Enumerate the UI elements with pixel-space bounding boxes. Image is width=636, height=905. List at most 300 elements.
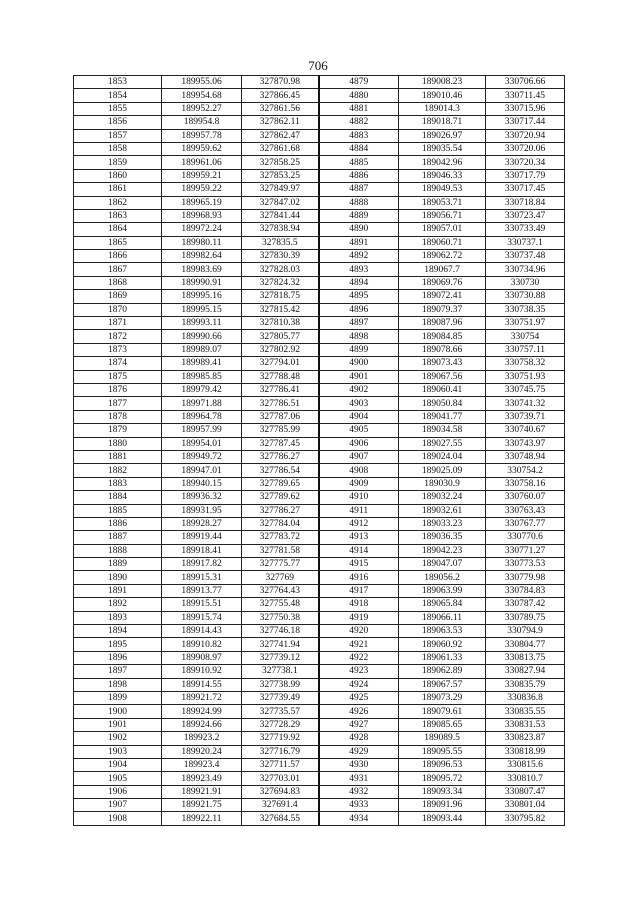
y-coord-right: 330813.75 — [486, 651, 565, 664]
point-number-right: 4921 — [319, 638, 399, 651]
y-coord-left: 327824.32 — [242, 276, 319, 289]
point-number-left: 1879 — [74, 424, 162, 437]
point-number-left: 1871 — [74, 317, 162, 330]
y-coord-left: 327858.25 — [242, 156, 319, 169]
point-number-right: 4911 — [319, 504, 399, 517]
point-number-left: 1878 — [74, 410, 162, 423]
y-coord-right: 330743.97 — [486, 437, 565, 450]
point-number-right: 4888 — [319, 196, 399, 209]
table-row — [74, 250, 565, 263]
x-coord-left: 189914.55 — [162, 678, 242, 691]
x-coord-right: 189053.71 — [399, 196, 486, 209]
point-number-right: 4929 — [319, 745, 399, 758]
x-coord-left: 189910.92 — [162, 665, 242, 678]
point-number-left: 1857 — [74, 129, 162, 142]
x-coord-left: 189972.24 — [162, 223, 242, 236]
table-row — [74, 129, 565, 142]
x-coord-right: 189049.53 — [399, 183, 486, 196]
y-coord-right: 330807.47 — [486, 785, 565, 798]
point-number-right: 4933 — [319, 799, 399, 812]
table-row — [74, 504, 565, 517]
point-number-right: 4909 — [319, 477, 399, 490]
point-number-right: 4904 — [319, 410, 399, 423]
y-coord-left: 327786.27 — [242, 504, 319, 517]
table-row — [74, 705, 565, 718]
y-coord-left: 327787.06 — [242, 410, 319, 423]
x-coord-left: 189990.66 — [162, 330, 242, 343]
x-coord-left: 189921.75 — [162, 799, 242, 812]
table-row — [74, 571, 565, 584]
point-number-left: 1892 — [74, 598, 162, 611]
x-coord-left: 189910.82 — [162, 638, 242, 651]
point-number-left: 1853 — [74, 76, 162, 89]
x-coord-left: 189913.77 — [162, 584, 242, 597]
x-coord-right: 189095.55 — [399, 745, 486, 758]
y-coord-left: 327835.5 — [242, 236, 319, 249]
x-coord-right: 189042.96 — [399, 156, 486, 169]
point-number-left: 1898 — [74, 678, 162, 691]
y-coord-right: 330711.45 — [486, 89, 565, 102]
point-number-left: 1877 — [74, 397, 162, 410]
table-row — [74, 383, 565, 396]
y-coord-left: 327861.68 — [242, 142, 319, 155]
y-coord-right: 330815.6 — [486, 758, 565, 771]
point-number-right: 4908 — [319, 464, 399, 477]
y-coord-right: 330717.79 — [486, 169, 565, 182]
x-coord-left: 189923.49 — [162, 772, 242, 785]
y-coord-right: 330730.88 — [486, 290, 565, 303]
table-row — [74, 531, 565, 544]
point-number-left: 1854 — [74, 89, 162, 102]
table-row — [74, 584, 565, 597]
point-number-right: 4931 — [319, 772, 399, 785]
point-number-left: 1894 — [74, 625, 162, 638]
point-number-left: 1882 — [74, 464, 162, 477]
y-coord-right: 330730 — [486, 276, 565, 289]
point-number-right: 4920 — [319, 625, 399, 638]
y-coord-left: 327735.57 — [242, 705, 319, 718]
table-body — [74, 76, 565, 826]
y-coord-left: 327741.94 — [242, 638, 319, 651]
table-row — [74, 303, 565, 316]
table-row — [74, 263, 565, 276]
x-coord-right: 189067.56 — [399, 370, 486, 383]
y-coord-left: 327828.03 — [242, 263, 319, 276]
y-coord-left: 327838.94 — [242, 223, 319, 236]
x-coord-left: 189918.41 — [162, 544, 242, 557]
y-coord-left: 327794.01 — [242, 357, 319, 370]
table-row — [74, 89, 565, 102]
table-row — [74, 397, 565, 410]
x-coord-right: 189093.34 — [399, 785, 486, 798]
y-coord-left: 327818.75 — [242, 290, 319, 303]
point-number-right: 4899 — [319, 343, 399, 356]
point-number-right: 4896 — [319, 303, 399, 316]
point-number-left: 1866 — [74, 250, 162, 263]
y-coord-left: 327764.43 — [242, 584, 319, 597]
point-number-right: 4897 — [319, 317, 399, 330]
x-coord-right: 189065.84 — [399, 598, 486, 611]
point-number-left: 1855 — [74, 102, 162, 115]
x-coord-right: 189010.46 — [399, 89, 486, 102]
y-coord-left: 327870.98 — [242, 76, 319, 89]
y-coord-right: 330771.27 — [486, 544, 565, 557]
x-coord-left: 189961.06 — [162, 156, 242, 169]
point-number-left: 1897 — [74, 665, 162, 678]
y-coord-left: 327786.41 — [242, 383, 319, 396]
x-coord-left: 189985.85 — [162, 370, 242, 383]
y-coord-right: 330717.45 — [486, 183, 565, 196]
y-coord-right: 330751.97 — [486, 317, 565, 330]
x-coord-left: 189908.97 — [162, 651, 242, 664]
y-coord-left: 327830.39 — [242, 250, 319, 263]
x-coord-right: 189018.71 — [399, 116, 486, 129]
y-coord-left: 327862.11 — [242, 116, 319, 129]
x-coord-left: 189982.64 — [162, 250, 242, 263]
y-coord-right: 330789.75 — [486, 611, 565, 624]
table-row — [74, 169, 565, 182]
table-row — [74, 102, 565, 115]
point-number-left: 1865 — [74, 236, 162, 249]
x-coord-left: 189959.21 — [162, 169, 242, 182]
table-row — [74, 357, 565, 370]
table-row — [74, 651, 565, 664]
x-coord-left: 189919.44 — [162, 531, 242, 544]
point-number-left: 1888 — [74, 544, 162, 557]
point-number-right: 4898 — [319, 330, 399, 343]
y-coord-right: 330827.94 — [486, 665, 565, 678]
x-coord-left: 189940.15 — [162, 477, 242, 490]
x-coord-right: 189063.53 — [399, 625, 486, 638]
table-row — [74, 424, 565, 437]
y-coord-left: 327789.62 — [242, 491, 319, 504]
y-coord-left: 327862.47 — [242, 129, 319, 142]
x-coord-left: 189947.01 — [162, 464, 242, 477]
x-coord-left: 189979.42 — [162, 383, 242, 396]
y-coord-right: 330767.77 — [486, 517, 565, 530]
point-number-right: 4932 — [319, 785, 399, 798]
point-number-right: 4891 — [319, 236, 399, 249]
coordinate-table — [73, 75, 565, 826]
y-coord-left: 327691.4 — [242, 799, 319, 812]
x-coord-left: 189980.11 — [162, 236, 242, 249]
y-coord-right: 330718.84 — [486, 196, 565, 209]
y-coord-left: 327738.1 — [242, 665, 319, 678]
x-coord-left: 189931.95 — [162, 504, 242, 517]
table-row — [74, 665, 565, 678]
y-coord-left: 327684.55 — [242, 812, 319, 825]
point-number-left: 1861 — [74, 183, 162, 196]
table-row — [74, 317, 565, 330]
x-coord-left: 189954.01 — [162, 437, 242, 450]
point-number-left: 1859 — [74, 156, 162, 169]
x-coord-right: 189073.43 — [399, 357, 486, 370]
y-coord-right: 330706.66 — [486, 76, 565, 89]
point-number-right: 4882 — [319, 116, 399, 129]
table-row — [74, 76, 565, 89]
point-number-left: 1907 — [74, 799, 162, 812]
x-coord-right: 189035.54 — [399, 142, 486, 155]
x-coord-left: 189922.11 — [162, 812, 242, 825]
point-number-right: 4934 — [319, 812, 399, 825]
point-number-left: 1858 — [74, 142, 162, 155]
point-number-right: 4930 — [319, 758, 399, 771]
y-coord-right: 330831.53 — [486, 718, 565, 731]
y-coord-left: 327775.77 — [242, 558, 319, 571]
y-coord-left: 327711.57 — [242, 758, 319, 771]
x-coord-right: 189067.7 — [399, 263, 486, 276]
point-number-right: 4905 — [319, 424, 399, 437]
point-number-right: 4907 — [319, 450, 399, 463]
y-coord-left: 327849.97 — [242, 183, 319, 196]
y-coord-left: 327716.79 — [242, 745, 319, 758]
table-row — [74, 450, 565, 463]
x-coord-left: 189915.51 — [162, 598, 242, 611]
x-coord-left: 189989.07 — [162, 343, 242, 356]
y-coord-left: 327719.92 — [242, 732, 319, 745]
point-number-left: 1889 — [74, 558, 162, 571]
y-coord-right: 330795.82 — [486, 812, 565, 825]
x-coord-left: 189915.31 — [162, 571, 242, 584]
y-coord-right: 330773.53 — [486, 558, 565, 571]
x-coord-right: 189008.23 — [399, 76, 486, 89]
x-coord-left: 189971.88 — [162, 397, 242, 410]
point-number-left: 1862 — [74, 196, 162, 209]
y-coord-left: 327783.72 — [242, 531, 319, 544]
table-row — [74, 691, 565, 704]
x-coord-left: 189989.41 — [162, 357, 242, 370]
point-number-right: 4902 — [319, 383, 399, 396]
point-number-right: 4914 — [319, 544, 399, 557]
y-coord-right: 330818.99 — [486, 745, 565, 758]
point-number-right: 4894 — [319, 276, 399, 289]
y-coord-left: 327786.54 — [242, 464, 319, 477]
x-coord-left: 189923.2 — [162, 732, 242, 745]
x-coord-right: 189025.09 — [399, 464, 486, 477]
x-coord-right: 189066.11 — [399, 611, 486, 624]
table-row — [74, 491, 565, 504]
point-number-left: 1883 — [74, 477, 162, 490]
y-coord-left: 327738.99 — [242, 678, 319, 691]
table-row — [74, 785, 565, 798]
table-row — [74, 745, 565, 758]
point-number-right: 4912 — [319, 517, 399, 530]
y-coord-left: 327739.49 — [242, 691, 319, 704]
x-coord-right: 189084.85 — [399, 330, 486, 343]
table-row — [74, 772, 565, 785]
y-coord-right: 330763.43 — [486, 504, 565, 517]
x-coord-left: 189995.15 — [162, 303, 242, 316]
y-coord-right: 330787.42 — [486, 598, 565, 611]
point-number-left: 1895 — [74, 638, 162, 651]
y-coord-left: 327786.51 — [242, 397, 319, 410]
x-coord-left: 189954.8 — [162, 116, 242, 129]
table-row — [74, 638, 565, 651]
x-coord-right: 189036.35 — [399, 531, 486, 544]
y-coord-right: 330739.71 — [486, 410, 565, 423]
x-coord-right: 189079.61 — [399, 705, 486, 718]
point-number-left: 1903 — [74, 745, 162, 758]
x-coord-right: 189091.96 — [399, 799, 486, 812]
point-number-left: 1875 — [74, 370, 162, 383]
y-coord-left: 327703.01 — [242, 772, 319, 785]
y-coord-left: 327750.38 — [242, 611, 319, 624]
x-coord-right: 189072.41 — [399, 290, 486, 303]
x-coord-right: 189056.2 — [399, 571, 486, 584]
y-coord-left: 327769 — [242, 571, 319, 584]
point-number-left: 1886 — [74, 517, 162, 530]
x-coord-right: 189047.07 — [399, 558, 486, 571]
point-number-left: 1887 — [74, 531, 162, 544]
table-row — [74, 223, 565, 236]
point-number-right: 4918 — [319, 598, 399, 611]
x-coord-left: 189921.72 — [162, 691, 242, 704]
point-number-left: 1891 — [74, 584, 162, 597]
x-coord-left: 189923.4 — [162, 758, 242, 771]
point-number-left: 1896 — [74, 651, 162, 664]
point-number-right: 4887 — [319, 183, 399, 196]
point-number-left: 1873 — [74, 343, 162, 356]
y-coord-left: 327861.56 — [242, 102, 319, 115]
x-coord-right: 189041.77 — [399, 410, 486, 423]
point-number-right: 4886 — [319, 169, 399, 182]
point-number-left: 1874 — [74, 357, 162, 370]
y-coord-left: 327785.99 — [242, 424, 319, 437]
y-coord-right: 330723.47 — [486, 209, 565, 222]
y-coord-right: 330758.32 — [486, 357, 565, 370]
y-coord-right: 330754 — [486, 330, 565, 343]
x-coord-right: 189050.84 — [399, 397, 486, 410]
y-coord-right: 330835.79 — [486, 678, 565, 691]
y-coord-right: 330794.9 — [486, 625, 565, 638]
point-number-left: 1881 — [74, 450, 162, 463]
table-row — [74, 196, 565, 209]
table-row — [74, 718, 565, 731]
x-coord-left: 189914.43 — [162, 625, 242, 638]
y-coord-left: 327815.42 — [242, 303, 319, 316]
point-number-right: 4906 — [319, 437, 399, 450]
x-coord-left: 189957.99 — [162, 424, 242, 437]
y-coord-right: 330720.94 — [486, 129, 565, 142]
y-coord-left: 327694.83 — [242, 785, 319, 798]
point-number-right: 4910 — [319, 491, 399, 504]
x-coord-right: 189085.65 — [399, 718, 486, 731]
y-coord-left: 327847.02 — [242, 196, 319, 209]
point-number-right: 4928 — [319, 732, 399, 745]
x-coord-left: 189995.16 — [162, 290, 242, 303]
x-coord-left: 189936.32 — [162, 491, 242, 504]
x-coord-right: 189056.71 — [399, 209, 486, 222]
y-coord-right: 330758.16 — [486, 477, 565, 490]
point-number-right: 4881 — [319, 102, 399, 115]
y-coord-left: 327841.44 — [242, 209, 319, 222]
x-coord-right: 189093.44 — [399, 812, 486, 825]
table-row — [74, 678, 565, 691]
y-coord-left: 327810.38 — [242, 317, 319, 330]
x-coord-right: 189024.04 — [399, 450, 486, 463]
x-coord-left: 189990.91 — [162, 276, 242, 289]
point-number-left: 1906 — [74, 785, 162, 798]
point-number-left: 1905 — [74, 772, 162, 785]
x-coord-left: 189959.62 — [162, 142, 242, 155]
y-coord-right: 330717.44 — [486, 116, 565, 129]
point-number-left: 1868 — [74, 276, 162, 289]
point-number-left: 1876 — [74, 383, 162, 396]
point-number-right: 4880 — [319, 89, 399, 102]
x-coord-left: 189964.78 — [162, 410, 242, 423]
x-coord-right: 189060.41 — [399, 383, 486, 396]
table-row — [74, 799, 565, 812]
x-coord-right: 189089.5 — [399, 732, 486, 745]
x-coord-right: 189014.3 — [399, 102, 486, 115]
point-number-right: 4927 — [319, 718, 399, 731]
table-row — [74, 464, 565, 477]
table-row — [74, 410, 565, 423]
y-coord-right: 330737.48 — [486, 250, 565, 263]
point-number-right: 4923 — [319, 665, 399, 678]
point-number-right: 4901 — [319, 370, 399, 383]
y-coord-right: 330810.7 — [486, 772, 565, 785]
x-coord-right: 189079.37 — [399, 303, 486, 316]
y-coord-left: 327755.48 — [242, 598, 319, 611]
point-number-right: 4883 — [319, 129, 399, 142]
x-coord-right: 189026.97 — [399, 129, 486, 142]
point-number-left: 1900 — [74, 705, 162, 718]
table-row — [74, 183, 565, 196]
x-coord-left: 189920.24 — [162, 745, 242, 758]
table-row — [74, 477, 565, 490]
table-row — [74, 517, 565, 530]
y-coord-right: 330748.94 — [486, 450, 565, 463]
point-number-left: 1904 — [74, 758, 162, 771]
x-coord-left: 189924.99 — [162, 705, 242, 718]
y-coord-right: 330754.2 — [486, 464, 565, 477]
point-number-right: 4895 — [319, 290, 399, 303]
x-coord-right: 189096.53 — [399, 758, 486, 771]
point-number-left: 1870 — [74, 303, 162, 316]
table-row — [74, 156, 565, 169]
y-coord-right: 330779.98 — [486, 571, 565, 584]
table-row — [74, 276, 565, 289]
point-number-left: 1908 — [74, 812, 162, 825]
y-coord-right: 330823.87 — [486, 732, 565, 745]
y-coord-right: 330757.11 — [486, 343, 565, 356]
x-coord-right: 189095.72 — [399, 772, 486, 785]
y-coord-right: 330720.34 — [486, 156, 565, 169]
x-coord-left: 189993.11 — [162, 317, 242, 330]
x-coord-left: 189959.22 — [162, 183, 242, 196]
y-coord-left: 327853.25 — [242, 169, 319, 182]
x-coord-right: 189032.24 — [399, 491, 486, 504]
x-coord-right: 189067.57 — [399, 678, 486, 691]
x-coord-right: 189062.72 — [399, 250, 486, 263]
y-coord-left: 327784.04 — [242, 517, 319, 530]
point-number-right: 4919 — [319, 611, 399, 624]
point-number-right: 4926 — [319, 705, 399, 718]
table-row — [74, 758, 565, 771]
y-coord-right: 330801.04 — [486, 799, 565, 812]
table-row — [74, 290, 565, 303]
x-coord-left: 189983.69 — [162, 263, 242, 276]
point-number-left: 1869 — [74, 290, 162, 303]
x-coord-right: 189034.58 — [399, 424, 486, 437]
x-coord-left: 189949.72 — [162, 450, 242, 463]
y-coord-left: 327789.65 — [242, 477, 319, 490]
point-number-right: 4885 — [319, 156, 399, 169]
table-row — [74, 812, 565, 825]
y-coord-right: 330733.49 — [486, 223, 565, 236]
x-coord-left: 189957.78 — [162, 129, 242, 142]
